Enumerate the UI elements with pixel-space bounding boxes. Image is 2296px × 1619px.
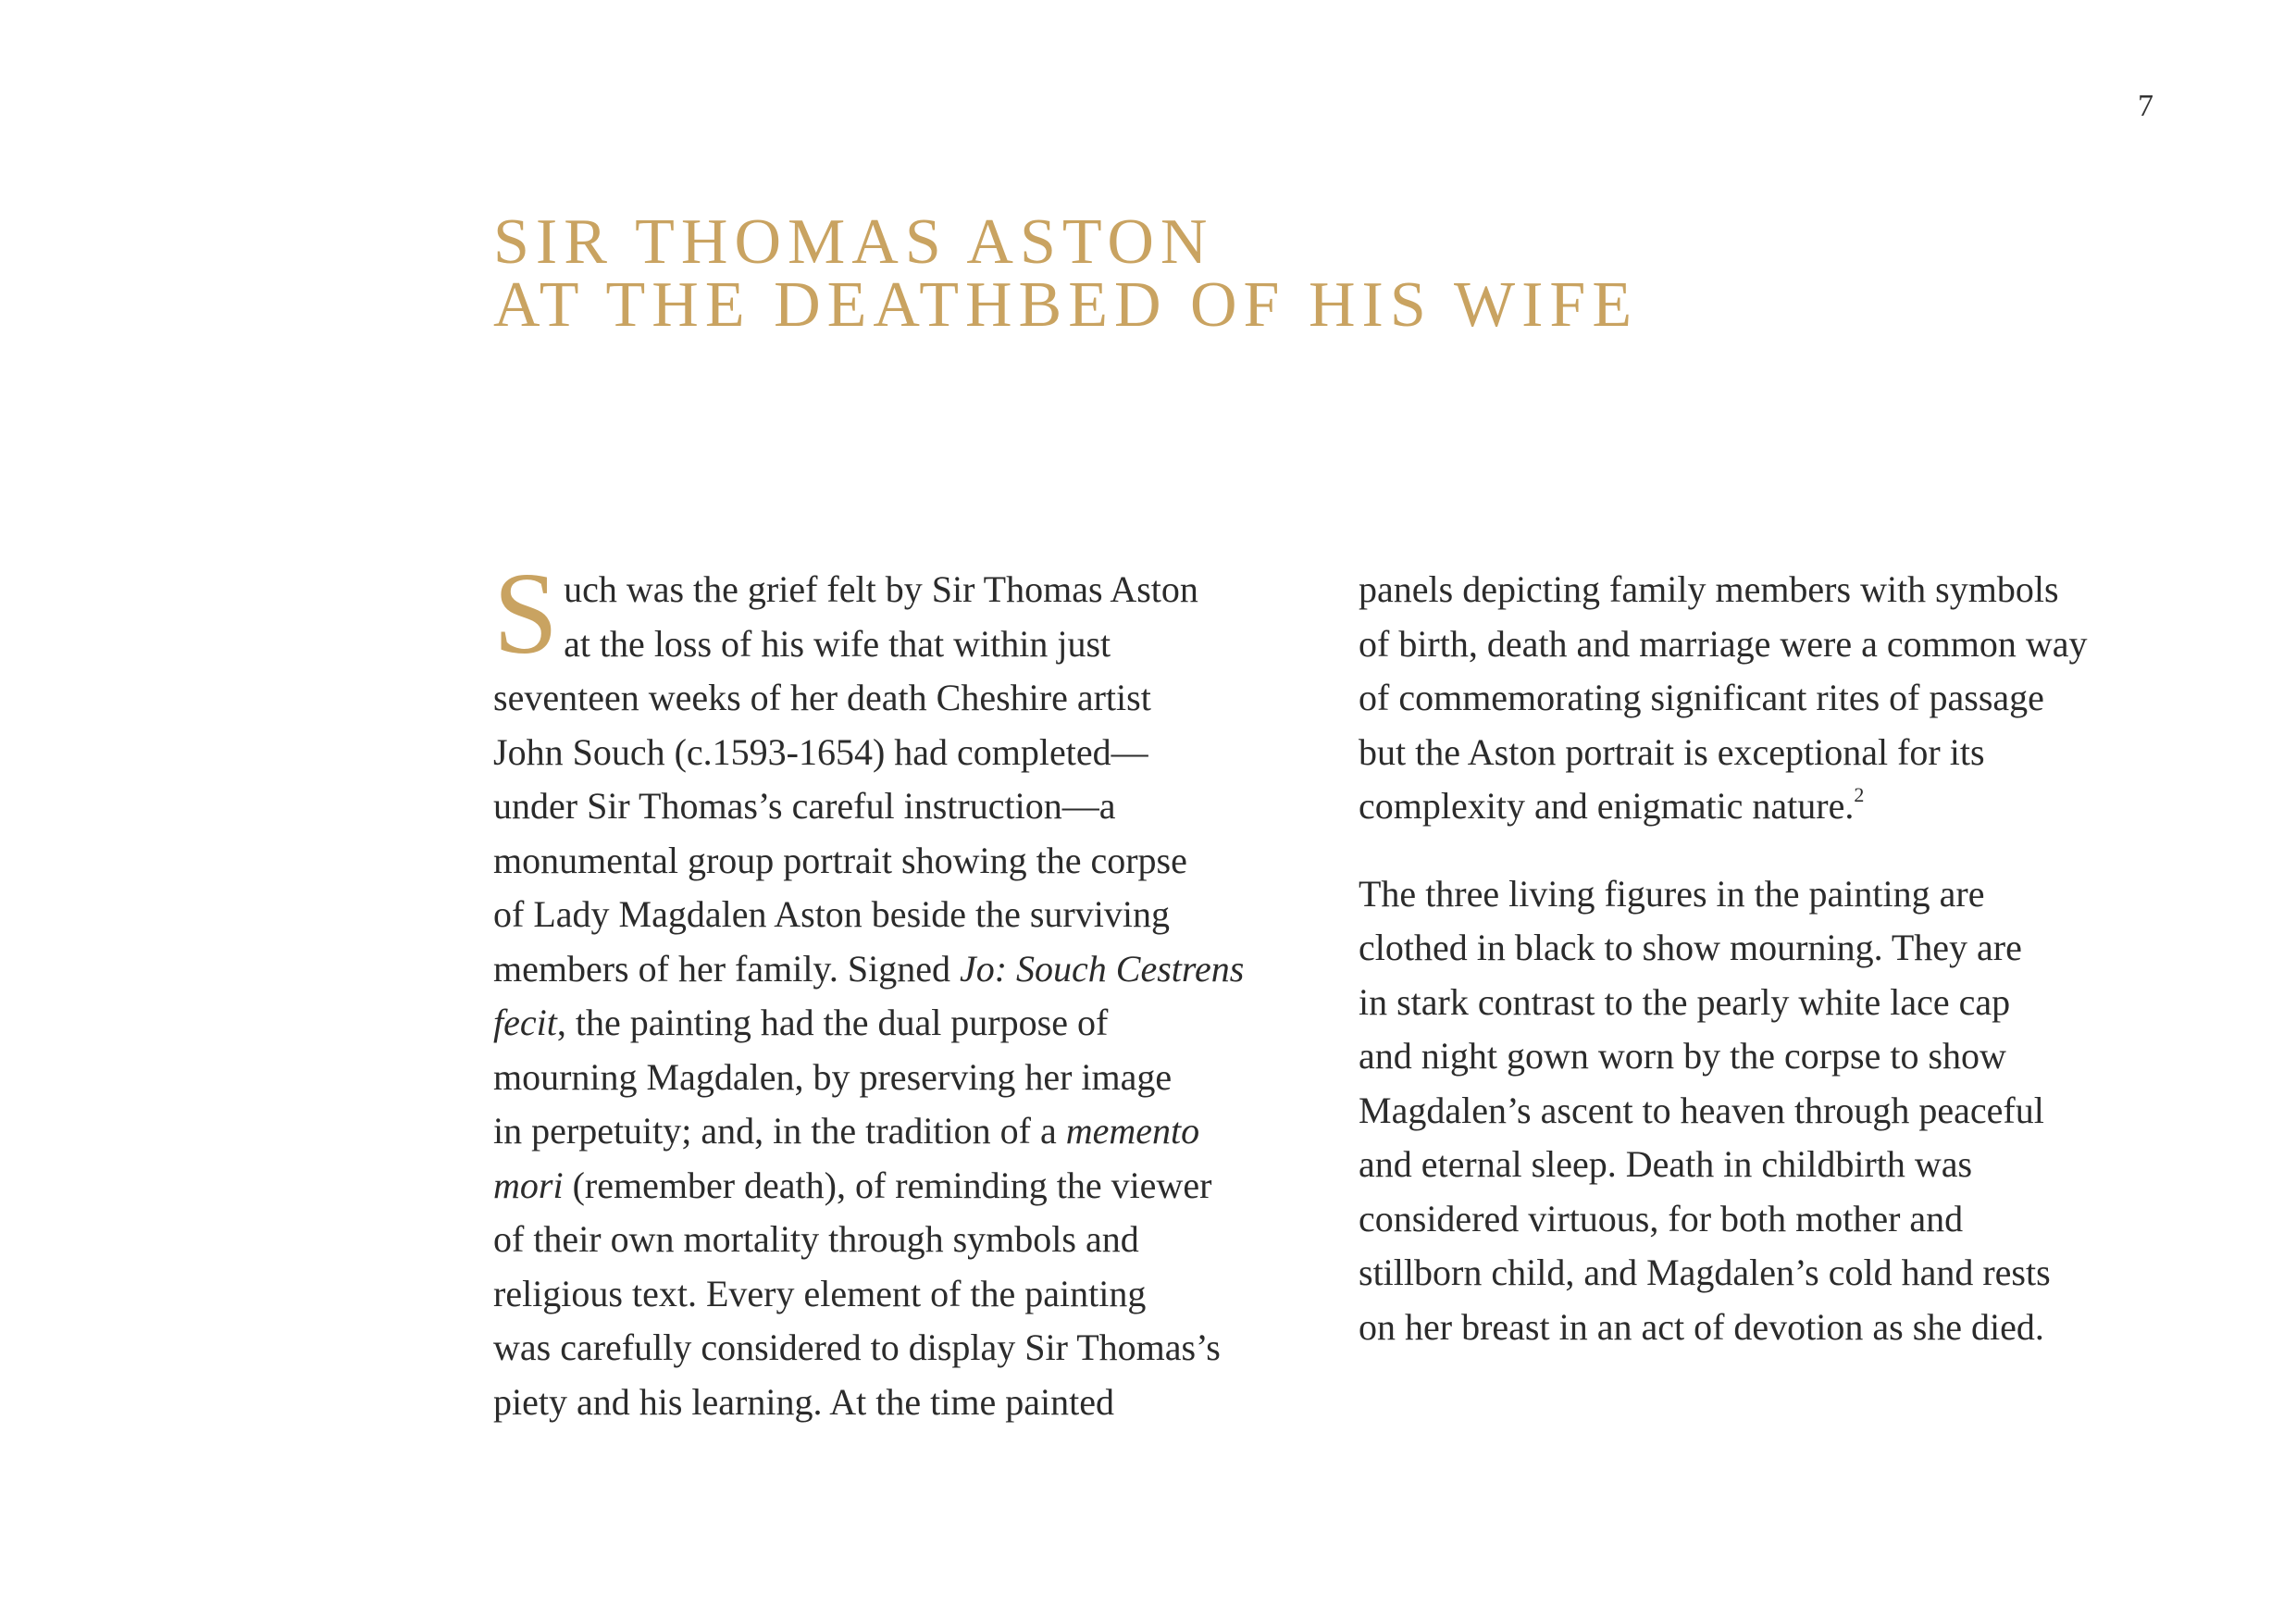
body-line: members of her family. Signed Jo: Souch Cestrens [493, 947, 1245, 990]
body-line: clothed in black to show mourning. They are [1359, 927, 2022, 968]
signature-text: fecit [493, 1002, 557, 1043]
body-line: seventeen weeks of her death Cheshire artist [493, 677, 1151, 718]
body-line: mori (remember death), of reminding the viewer [493, 1164, 1212, 1206]
body-line: uch was the grief felt by Sir Thomas Aston [564, 568, 1198, 610]
body-line: panels depicting family members with symbols [1359, 568, 2059, 610]
body-line: but the Aston portrait is exceptional for its [1359, 730, 1985, 773]
body-line: under Sir Thomas’s careful instruction—a [493, 785, 1116, 827]
body-line: of their own mortality through symbols and [493, 1218, 1139, 1260]
body-line: considered virtuous, for both mother and [1359, 1197, 1964, 1239]
body-line: on her breast in an act of devotion as she died. [1359, 1305, 2044, 1348]
body-line: complexity and enigmatic nature.$^2$ [1359, 783, 1865, 827]
title-line-2: AT THE DEATHBED OF HIS WIFE [493, 269, 1639, 341]
body-line: at the loss of his wife that within just [564, 622, 1111, 665]
page-title [493, 206, 1639, 341]
body-line: piety and his learning. At the time painted [493, 1380, 1114, 1423]
body-line: was carefully considered to display Sir Thomas’s [493, 1326, 1221, 1368]
footnote-reference[interactable]: 2 [1854, 783, 1865, 806]
left-column [493, 550, 1280, 1429]
paragraph-1 [1359, 563, 2219, 834]
latin-term: mori [493, 1164, 564, 1206]
body-line: and night gown worn by the corpse to show [1359, 1035, 2006, 1077]
body-line: and eternal sleep. Death in childbirth was [1359, 1143, 1973, 1185]
body-line: mourning Magdalen, by preserving her image [493, 1055, 1173, 1098]
body-line: monumental group portrait showing the corpse [493, 839, 1187, 881]
body-line: stillborn child, and Magdalen’s cold hand rests [1359, 1252, 2051, 1293]
paragraph-gap [1359, 834, 2219, 867]
drop-cap: S [493, 550, 559, 679]
signature-text: Jo: Souch Cestrens [959, 947, 1245, 990]
body-line: in stark contrast to the pearly white lace cap [1359, 980, 2011, 1023]
body-line: in perpetuity; and, in the tradition of a memento [493, 1110, 1200, 1152]
body-line: of birth, death and marriage were a common way [1359, 622, 2088, 665]
body-line: of commemorating significant rites of passage [1359, 677, 2044, 718]
paragraph-2 [1359, 867, 2219, 1355]
title-line-1: SIR THOMAS ASTON [493, 206, 1214, 278]
body-line: Magdalen’s ascent to heaven through peaceful [1359, 1089, 2044, 1131]
body-line: John Souch (c.1593-1654) had completed— [493, 730, 1148, 773]
body-line: religious text. Every element of the painting [493, 1272, 1147, 1314]
page-number: 7 [2138, 89, 2153, 123]
right-column [1359, 563, 2219, 1354]
body-line: fecit, the painting had the dual purpose of [493, 1002, 1109, 1043]
latin-term: memento [1065, 1110, 1200, 1152]
body-line: of Lady Magdalen Aston beside the surviving [493, 893, 1170, 935]
body-line: The three living figures in the painting are [1359, 872, 1985, 915]
